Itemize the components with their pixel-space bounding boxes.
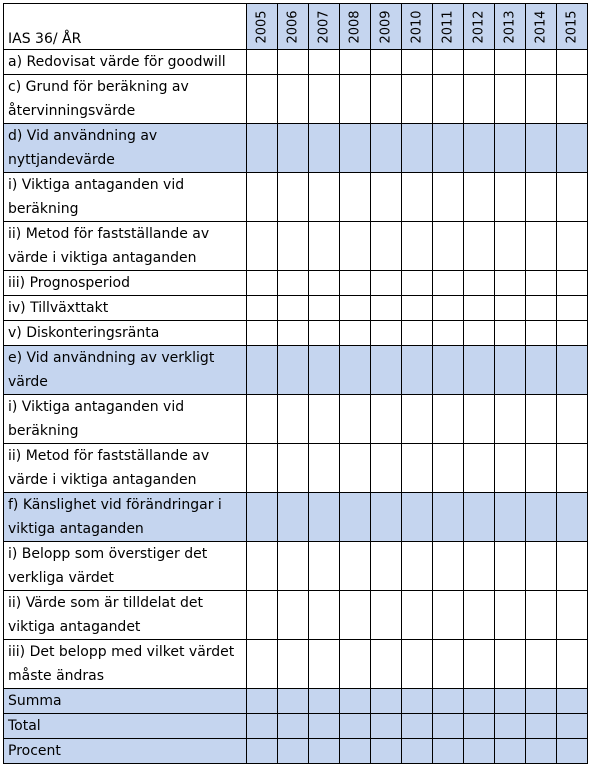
data-cell-2005[interactable]: [247, 346, 278, 395]
data-cell-2012[interactable]: [464, 493, 495, 542]
year-header-2006: [278, 4, 309, 50]
year-header-2008: [340, 4, 371, 50]
table-row: [4, 444, 588, 493]
data-cell-2015[interactable]: [557, 689, 588, 714]
data-cell-2012[interactable]: [464, 222, 495, 271]
data-cell-2015[interactable]: [557, 346, 588, 395]
data-cell-2006[interactable]: [278, 444, 309, 493]
data-cell-2015[interactable]: [557, 50, 588, 75]
data-cell-2015[interactable]: [557, 542, 588, 591]
data-cell-2006[interactable]: [278, 75, 309, 124]
header-row: [4, 4, 588, 50]
data-cell-2014[interactable]: [526, 689, 557, 714]
row-label: Total: [4, 714, 247, 739]
data-cell-2011[interactable]: [433, 444, 464, 493]
data-cell-2009[interactable]: [371, 689, 402, 714]
year-header-2012: [464, 4, 495, 50]
row-label: v) Diskonteringsränta: [4, 321, 247, 346]
data-cell-2005[interactable]: [247, 271, 278, 296]
data-cell-2007[interactable]: [309, 591, 340, 640]
table-row: [4, 173, 588, 222]
row-label: iii) Det belopp med vilket värdet måste ändras: [4, 640, 247, 689]
data-cell-2010[interactable]: [402, 689, 433, 714]
year-header-2013: [495, 4, 526, 50]
data-cell-2009[interactable]: [371, 124, 402, 173]
data-cell-2008[interactable]: [340, 395, 371, 444]
data-cell-2014[interactable]: [526, 395, 557, 444]
data-cell-2007[interactable]: [309, 493, 340, 542]
data-cell-2009[interactable]: [371, 444, 402, 493]
row-label: d) Vid användning av nyttjandevärde: [4, 124, 247, 173]
data-cell-2012[interactable]: [464, 640, 495, 689]
data-cell-2010[interactable]: [402, 346, 433, 395]
year-label: 2014: [533, 9, 549, 44]
table-row: [4, 739, 588, 764]
table-row: [4, 542, 588, 591]
data-cell-2014[interactable]: [526, 493, 557, 542]
data-cell-2005[interactable]: [247, 222, 278, 271]
data-cell-2006[interactable]: [278, 739, 309, 764]
data-cell-2010[interactable]: [402, 50, 433, 75]
data-cell-2013[interactable]: [495, 493, 526, 542]
table-row: [4, 75, 588, 124]
data-cell-2007[interactable]: [309, 173, 340, 222]
data-cell-2012[interactable]: [464, 50, 495, 75]
data-cell-2005[interactable]: [247, 124, 278, 173]
data-cell-2012[interactable]: [464, 75, 495, 124]
data-cell-2011[interactable]: [433, 75, 464, 124]
spreadsheet-table: [3, 3, 588, 764]
row-label: ii) Metod för fastställande av värde i viktiga antaganden: [4, 444, 247, 493]
year-label: 2010: [409, 9, 425, 44]
data-cell-2008[interactable]: [340, 444, 371, 493]
data-cell-2009[interactable]: [371, 222, 402, 271]
year-label: 2008: [347, 9, 363, 44]
data-cell-2005[interactable]: [247, 493, 278, 542]
data-cell-2008[interactable]: [340, 640, 371, 689]
data-cell-2007[interactable]: [309, 395, 340, 444]
data-cell-2008[interactable]: [340, 296, 371, 321]
data-cell-2013[interactable]: [495, 542, 526, 591]
data-cell-2015[interactable]: [557, 173, 588, 222]
data-cell-2014[interactable]: [526, 50, 557, 75]
data-cell-2009[interactable]: [371, 542, 402, 591]
row-label: Procent: [4, 739, 247, 764]
year-label: 2009: [378, 9, 394, 44]
table-row: [4, 271, 588, 296]
data-cell-2008[interactable]: [340, 346, 371, 395]
data-cell-2014[interactable]: [526, 296, 557, 321]
table-row: [4, 222, 588, 271]
data-cell-2011[interactable]: [433, 271, 464, 296]
data-cell-2005[interactable]: [247, 173, 278, 222]
data-cell-2014[interactable]: [526, 321, 557, 346]
data-cell-2007[interactable]: [309, 689, 340, 714]
data-cell-2010[interactable]: [402, 591, 433, 640]
data-cell-2011[interactable]: [433, 124, 464, 173]
ias36-table: [3, 3, 588, 764]
data-cell-2008[interactable]: [340, 50, 371, 75]
data-cell-2014[interactable]: [526, 714, 557, 739]
data-cell-2014[interactable]: [526, 222, 557, 271]
data-cell-2012[interactable]: [464, 124, 495, 173]
data-cell-2013[interactable]: [495, 739, 526, 764]
data-cell-2015[interactable]: [557, 640, 588, 689]
data-cell-2012[interactable]: [464, 173, 495, 222]
data-cell-2013[interactable]: [495, 296, 526, 321]
row-label: ii) Metod för fastställande av värde i viktiga antaganden: [4, 222, 247, 271]
data-cell-2014[interactable]: [526, 346, 557, 395]
data-cell-2009[interactable]: [371, 321, 402, 346]
data-cell-2014[interactable]: [526, 591, 557, 640]
data-cell-2013[interactable]: [495, 444, 526, 493]
data-cell-2007[interactable]: [309, 739, 340, 764]
year-label: 2012: [471, 9, 487, 44]
table-row: [4, 124, 588, 173]
data-cell-2007[interactable]: [309, 124, 340, 173]
data-cell-2005[interactable]: [247, 640, 278, 689]
data-cell-2015[interactable]: [557, 222, 588, 271]
data-cell-2006[interactable]: [278, 493, 309, 542]
year-header-2009: [371, 4, 402, 50]
data-cell-2008[interactable]: [340, 124, 371, 173]
data-cell-2014[interactable]: [526, 271, 557, 296]
table-row: [4, 296, 588, 321]
row-label: Summa: [4, 689, 247, 714]
year-label: 2006: [285, 9, 301, 44]
data-cell-2009[interactable]: [371, 395, 402, 444]
row-label: c) Grund för beräkning av återvinningsvärde: [4, 75, 247, 124]
data-cell-2013[interactable]: [495, 321, 526, 346]
data-cell-2015[interactable]: [557, 739, 588, 764]
data-cell-2009[interactable]: [371, 50, 402, 75]
data-cell-2006[interactable]: [278, 50, 309, 75]
data-cell-2007[interactable]: [309, 640, 340, 689]
data-cell-2010[interactable]: [402, 640, 433, 689]
data-cell-2007[interactable]: [309, 714, 340, 739]
data-cell-2007[interactable]: [309, 444, 340, 493]
row-label: ii) Värde som är tilldelat det viktiga antagandet: [4, 591, 247, 640]
data-cell-2010[interactable]: [402, 714, 433, 739]
data-cell-2008[interactable]: [340, 321, 371, 346]
data-cell-2005[interactable]: [247, 395, 278, 444]
data-cell-2011[interactable]: [433, 346, 464, 395]
year-label: 2011: [440, 9, 456, 44]
data-cell-2015[interactable]: [557, 75, 588, 124]
year-label: 2005: [254, 9, 270, 44]
data-cell-2005[interactable]: [247, 714, 278, 739]
data-cell-2005[interactable]: [247, 591, 278, 640]
year-header-2011: [433, 4, 464, 50]
data-cell-2012[interactable]: [464, 591, 495, 640]
data-cell-2010[interactable]: [402, 296, 433, 321]
data-cell-2010[interactable]: [402, 542, 433, 591]
data-cell-2010[interactable]: [402, 444, 433, 493]
data-cell-2015[interactable]: [557, 296, 588, 321]
data-cell-2013[interactable]: [495, 50, 526, 75]
data-cell-2013[interactable]: [495, 346, 526, 395]
data-cell-2006[interactable]: [278, 542, 309, 591]
data-cell-2008[interactable]: [340, 689, 371, 714]
row-label: e) Vid användning av verkligt värde: [4, 346, 247, 395]
data-cell-2012[interactable]: [464, 395, 495, 444]
data-cell-2013[interactable]: [495, 75, 526, 124]
data-cell-2011[interactable]: [433, 321, 464, 346]
data-cell-2010[interactable]: [402, 222, 433, 271]
data-cell-2007[interactable]: [309, 346, 340, 395]
data-cell-2009[interactable]: [371, 640, 402, 689]
data-cell-2010[interactable]: [402, 493, 433, 542]
data-cell-2006[interactable]: [278, 591, 309, 640]
data-cell-2013[interactable]: [495, 395, 526, 444]
data-cell-2013[interactable]: [495, 222, 526, 271]
data-cell-2012[interactable]: [464, 714, 495, 739]
table-row: [4, 714, 588, 739]
data-cell-2009[interactable]: [371, 739, 402, 764]
year-label: 2013: [502, 9, 518, 44]
data-cell-2014[interactable]: [526, 124, 557, 173]
data-cell-2010[interactable]: [402, 321, 433, 346]
data-cell-2005[interactable]: [247, 444, 278, 493]
data-cell-2007[interactable]: [309, 542, 340, 591]
data-cell-2011[interactable]: [433, 493, 464, 542]
table-row: [4, 50, 588, 75]
table-row: [4, 346, 588, 395]
data-cell-2009[interactable]: [371, 591, 402, 640]
data-cell-2009[interactable]: [371, 296, 402, 321]
data-cell-2008[interactable]: [340, 493, 371, 542]
data-cell-2006[interactable]: [278, 395, 309, 444]
table-row: [4, 689, 588, 714]
row-label: i) Viktiga antaganden vid beräkning: [4, 395, 247, 444]
data-cell-2009[interactable]: [371, 714, 402, 739]
data-cell-2015[interactable]: [557, 591, 588, 640]
data-cell-2012[interactable]: [464, 739, 495, 764]
data-cell-2006[interactable]: [278, 346, 309, 395]
data-cell-2012[interactable]: [464, 321, 495, 346]
data-cell-2010[interactable]: [402, 173, 433, 222]
data-cell-2010[interactable]: [402, 395, 433, 444]
table-row: [4, 395, 588, 444]
data-cell-2010[interactable]: [402, 739, 433, 764]
data-cell-2011[interactable]: [433, 50, 464, 75]
data-cell-2008[interactable]: [340, 173, 371, 222]
data-cell-2006[interactable]: [278, 689, 309, 714]
data-cell-2009[interactable]: [371, 346, 402, 395]
data-cell-2015[interactable]: [557, 493, 588, 542]
data-cell-2009[interactable]: [371, 271, 402, 296]
data-cell-2011[interactable]: [433, 173, 464, 222]
data-cell-2015[interactable]: [557, 124, 588, 173]
data-cell-2011[interactable]: [433, 296, 464, 321]
data-cell-2011[interactable]: [433, 714, 464, 739]
data-cell-2008[interactable]: [340, 714, 371, 739]
data-cell-2007[interactable]: [309, 50, 340, 75]
data-cell-2008[interactable]: [340, 75, 371, 124]
data-cell-2005[interactable]: [247, 542, 278, 591]
year-header-2007: [309, 4, 340, 50]
data-cell-2006[interactable]: [278, 222, 309, 271]
data-cell-2011[interactable]: [433, 591, 464, 640]
data-cell-2011[interactable]: [433, 689, 464, 714]
year-header-2014: [526, 4, 557, 50]
data-cell-2012[interactable]: [464, 346, 495, 395]
data-cell-2007[interactable]: [309, 271, 340, 296]
data-cell-2013[interactable]: [495, 689, 526, 714]
data-cell-2012[interactable]: [464, 271, 495, 296]
data-cell-2011[interactable]: [433, 640, 464, 689]
data-cell-2008[interactable]: [340, 591, 371, 640]
row-label: f) Känslighet vid förändringar i viktiga antaganden: [4, 493, 247, 542]
data-cell-2005[interactable]: [247, 50, 278, 75]
data-cell-2012[interactable]: [464, 296, 495, 321]
data-cell-2006[interactable]: [278, 124, 309, 173]
data-cell-2010[interactable]: [402, 75, 433, 124]
data-cell-2009[interactable]: [371, 75, 402, 124]
row-label: iv) Tillväxttakt: [4, 296, 247, 321]
data-cell-2015[interactable]: [557, 271, 588, 296]
data-cell-2013[interactable]: [495, 640, 526, 689]
header-label: IAS 36/ ÅR: [4, 4, 247, 50]
year-header-2005: [247, 4, 278, 50]
data-cell-2013[interactable]: [495, 173, 526, 222]
data-cell-2008[interactable]: [340, 542, 371, 591]
data-cell-2013[interactable]: [495, 591, 526, 640]
data-cell-2012[interactable]: [464, 542, 495, 591]
data-cell-2005[interactable]: [247, 739, 278, 764]
table-row: [4, 640, 588, 689]
data-cell-2006[interactable]: [278, 296, 309, 321]
year-label: 2015: [564, 9, 580, 44]
data-cell-2011[interactable]: [433, 395, 464, 444]
table-row: [4, 591, 588, 640]
data-cell-2014[interactable]: [526, 75, 557, 124]
data-cell-2015[interactable]: [557, 395, 588, 444]
row-label: i) Belopp som överstiger det verkliga värdet: [4, 542, 247, 591]
data-cell-2015[interactable]: [557, 321, 588, 346]
data-cell-2008[interactable]: [340, 222, 371, 271]
row-label: a) Redovisat värde för goodwill: [4, 50, 247, 75]
year-header-2010: [402, 4, 433, 50]
data-cell-2010[interactable]: [402, 124, 433, 173]
year-label: 2007: [316, 9, 332, 44]
data-cell-2008[interactable]: [340, 739, 371, 764]
data-cell-2007[interactable]: [309, 222, 340, 271]
table-row: [4, 321, 588, 346]
data-cell-2008[interactable]: [340, 271, 371, 296]
data-cell-2013[interactable]: [495, 271, 526, 296]
data-cell-2006[interactable]: [278, 271, 309, 296]
data-cell-2014[interactable]: [526, 739, 557, 764]
data-cell-2007[interactable]: [309, 321, 340, 346]
data-cell-2011[interactable]: [433, 542, 464, 591]
data-cell-2014[interactable]: [526, 444, 557, 493]
row-label: iii) Prognosperiod: [4, 271, 247, 296]
data-cell-2007[interactable]: [309, 296, 340, 321]
data-cell-2011[interactable]: [433, 222, 464, 271]
data-cell-2006[interactable]: [278, 321, 309, 346]
year-header-2015: [557, 4, 588, 50]
data-cell-2014[interactable]: [526, 542, 557, 591]
table-row: [4, 493, 588, 542]
data-cell-2012[interactable]: [464, 689, 495, 714]
data-cell-2014[interactable]: [526, 640, 557, 689]
data-cell-2011[interactable]: [433, 739, 464, 764]
data-cell-2012[interactable]: [464, 444, 495, 493]
row-label: i) Viktiga antaganden vid beräkning: [4, 173, 247, 222]
data-cell-2009[interactable]: [371, 173, 402, 222]
data-cell-2006[interactable]: [278, 640, 309, 689]
data-cell-2005[interactable]: [247, 296, 278, 321]
data-cell-2006[interactable]: [278, 173, 309, 222]
data-cell-2005[interactable]: [247, 689, 278, 714]
data-cell-2015[interactable]: [557, 714, 588, 739]
data-cell-2007[interactable]: [309, 75, 340, 124]
data-cell-2010[interactable]: [402, 271, 433, 296]
data-cell-2005[interactable]: [247, 75, 278, 124]
data-cell-2013[interactable]: [495, 124, 526, 173]
data-cell-2005[interactable]: [247, 321, 278, 346]
data-cell-2014[interactable]: [526, 173, 557, 222]
data-cell-2006[interactable]: [278, 714, 309, 739]
data-cell-2013[interactable]: [495, 714, 526, 739]
data-cell-2015[interactable]: [557, 444, 588, 493]
data-cell-2009[interactable]: [371, 493, 402, 542]
